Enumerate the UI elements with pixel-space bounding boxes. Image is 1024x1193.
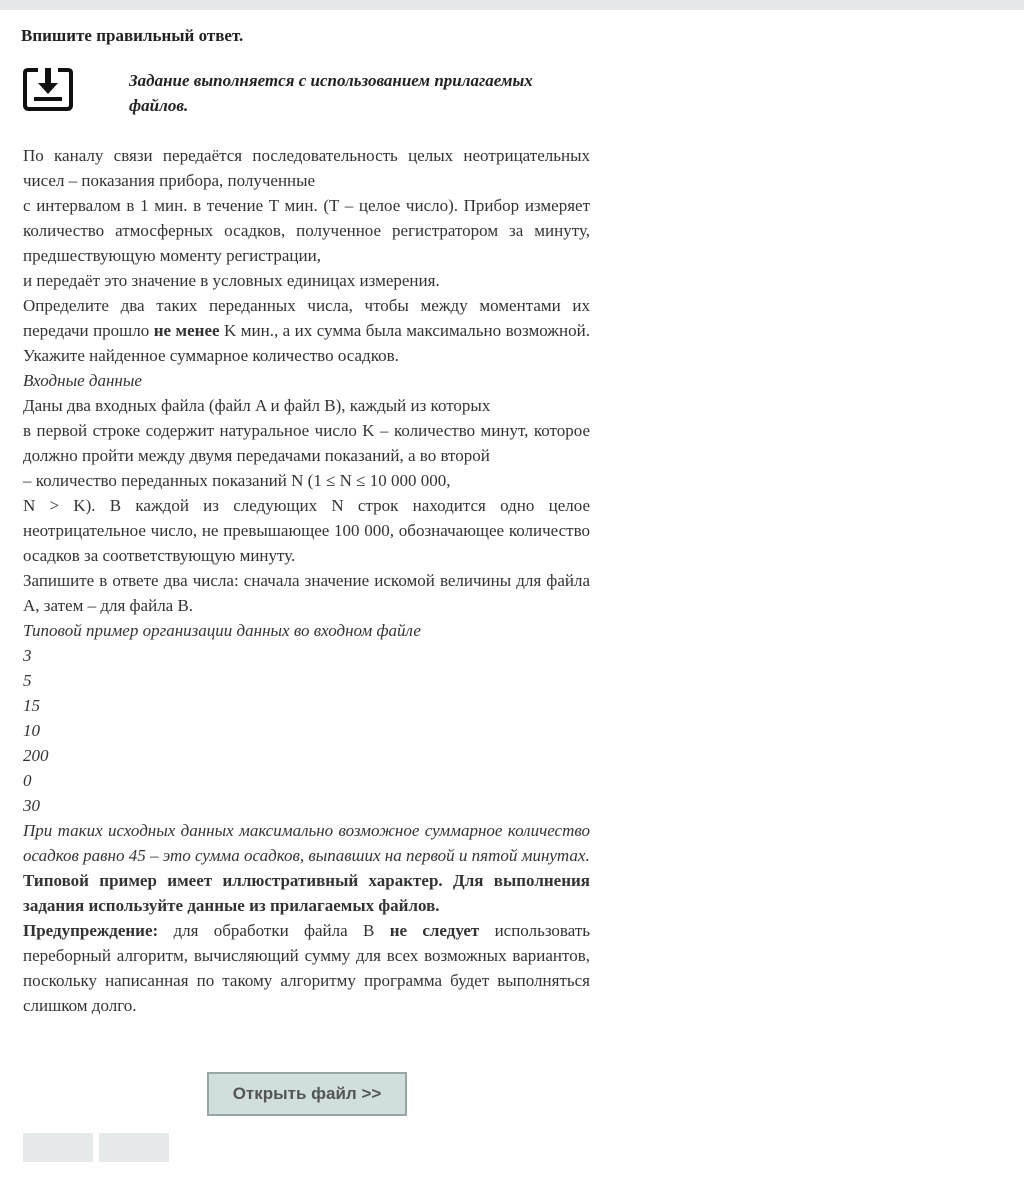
task-line: с интервалом в 1 мин. в течение T мин. (T – целое число). Прибор измеряет количество атмосферных осадков, полученное регистратором за минуту, предшествующую моменту регистрации, [23,196,590,265]
example-line: 200 [23,746,49,765]
task-line: N > K). В каждой из следующих N строк находится одно целое неотрицательное число, не превышающее 100 000, обозначающее количество осадков за соответствующую минуту. [23,496,590,565]
example-line: 5 [23,671,32,690]
task-line: По каналу связи передаётся последовательность целых неотрицательных [23,146,590,165]
task-text [23,143,590,1018]
task-line: в первой строке содержит натуральное число K – количество минут, которое должно пройти между двумя передачами показаний, а во второй [23,421,590,465]
example-line: 10 [23,721,40,740]
example-line: 15 [23,696,40,715]
task-paragraph [23,293,590,368]
example-heading: Типовой пример организации данных во входном файле [23,621,421,640]
task-emphasis: не менее [153,321,220,340]
warning-text: использовать переборный алгоритм, вычисляющий сумму для всех возможных вариантов, поскольку написанная по такому алгоритму программа будет выполняться слишком долго. [23,921,591,1015]
open-file-button[interactable]: Открыть файл >> [207,1072,407,1116]
answer-field-b[interactable] [99,1133,169,1162]
task-line: чисел – показания прибора, полученные [23,171,316,190]
warning-emphasis: не следует [389,921,480,940]
task-line: – количество переданных показаний N (1 ≤ N ≤ 10 000 000, [23,471,451,490]
task-line: Даны два входных файла (файл A и файл B), каждый из которых [23,396,491,415]
warning-label: Предупреждение: [23,921,159,940]
top-bar [0,0,1024,10]
example-line: 0 [23,771,32,790]
example-line: 3 [23,646,32,665]
answer-field-a[interactable] [23,1133,93,1162]
task-line: и передаёт это значение в условных единицах измерения. [23,271,440,290]
warning [23,918,590,1018]
task-text-part: K мин., а их сумма была максимально возможной. Укажите найденное суммарное количество осадков. [23,321,590,365]
example-note: При таких исходных данных максимально возможное суммарное количество осадков равно 45 – это сумма осадков, выпавших на первой и пятой минутах. [23,821,590,865]
task-paragraph: Запишите в ответе два числа: сначала значение искомой величины для файла A, затем – для файла B. [23,571,590,615]
instruction: Впишите правильный ответ. [21,26,244,45]
download-icon [23,66,73,112]
task-text-part: Определите два таких переданных числа, чтобы между моментами их передачи прошло [23,296,590,340]
input-heading: Входные данные [23,371,142,390]
example-line: 30 [23,796,40,815]
bold-note: Типовой пример имеет иллюстративный характер. Для выполнения задания используйте данные из прилагаемых файлов. [23,871,590,915]
warning-text: для обработки файла B [173,921,375,940]
file-note: Задание выполняется с использованием прилагаемых файлов. [129,71,533,115]
